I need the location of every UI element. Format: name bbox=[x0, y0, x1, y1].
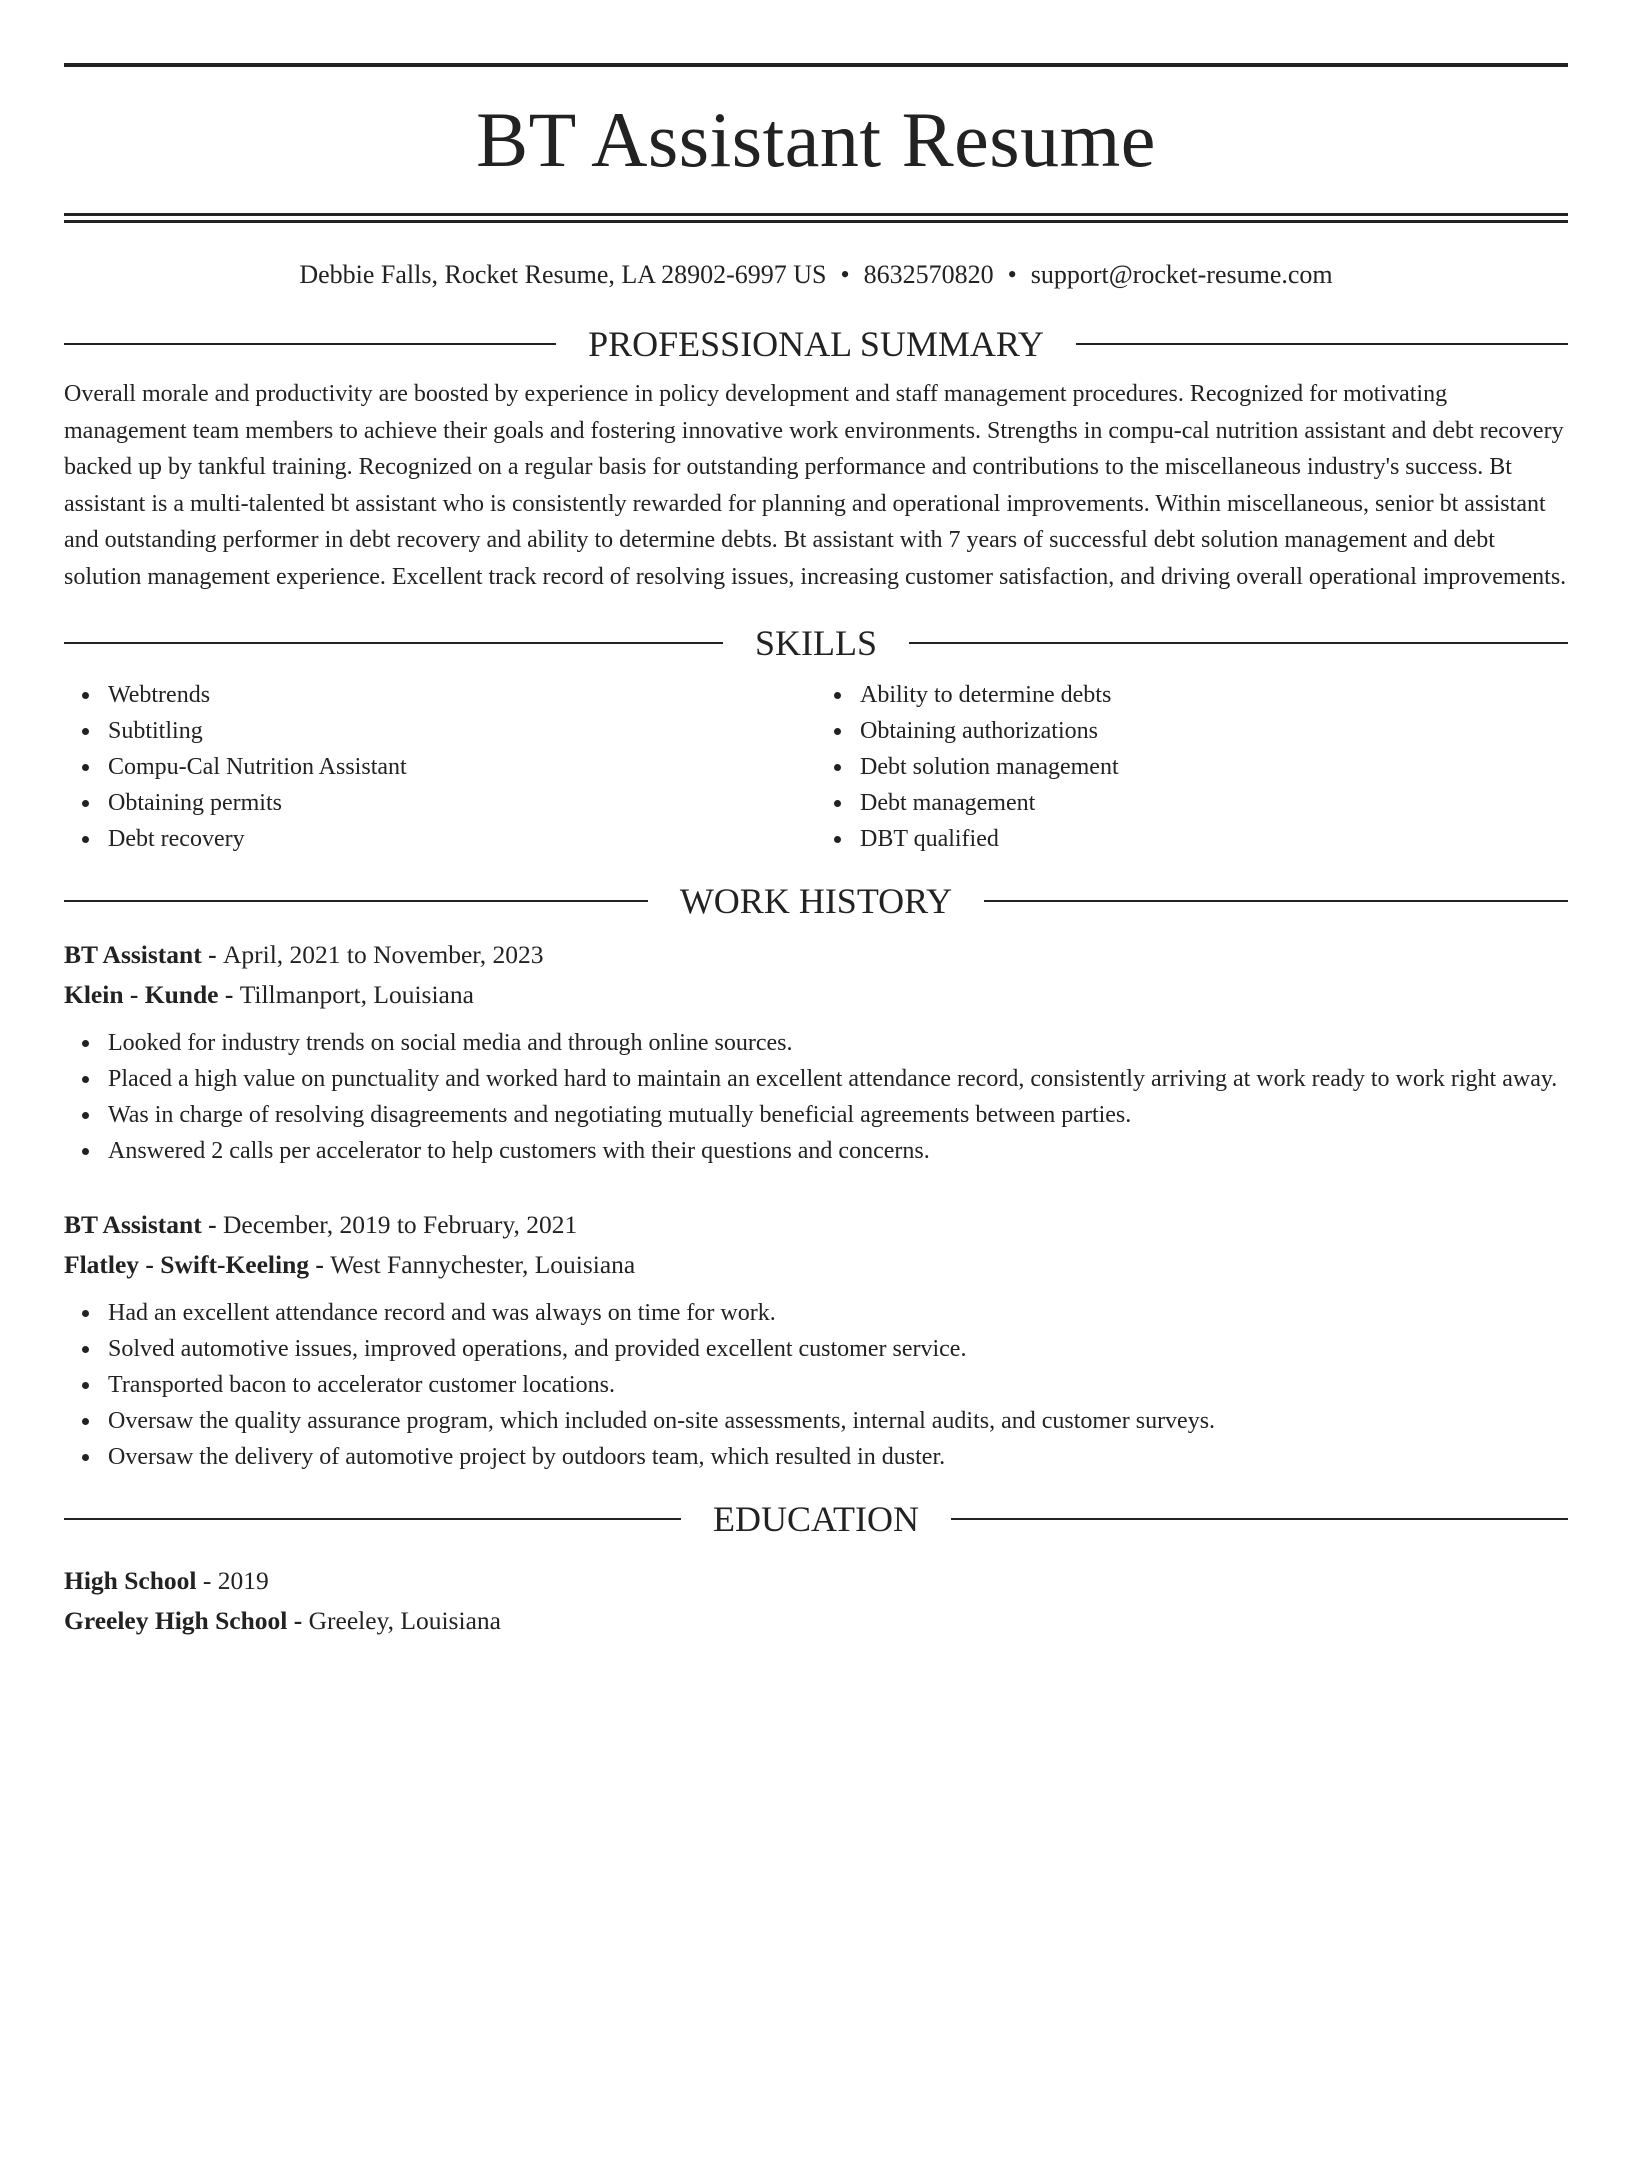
skills-section-heading bbox=[64, 623, 1568, 664]
contact-email: support@rocket-resume.com bbox=[1030, 260, 1333, 289]
dash: - bbox=[196, 1566, 218, 1596]
dash: - bbox=[201, 1210, 223, 1240]
summary-text: Overall morale and productivity are boosted by experience in policy development and staff management procedures. Recognized for motivating management team members to achieve their goals and fostering innovative work environments. Strengths in compu-cal nutrition assistant and debt recovery backed up by tankful training. Recognized on a regular basis for outstanding performance and contributions to the miscellaneous industry's success. Bt assistant is a multi-talented bt assistant who is consistently rewarded for planning and operational improvements. Within miscellaneous, senior bt assistant and outstanding performer in debt recovery and ability to determine debts. Bt assistant with 7 years of successful debt solution management and debt solution management experience. Excellent track record of resolving issues, increasing customer satisfaction, and driving overall operational improvements. bbox=[64, 381, 1567, 590]
job-title-line bbox=[64, 1205, 1568, 1245]
job-entry bbox=[64, 1205, 1568, 1475]
job-title: BT Assistant bbox=[64, 940, 202, 970]
summary-heading: PROFESSIONAL SUMMARY bbox=[588, 324, 1044, 365]
skill-item: Ability to determine debts bbox=[860, 677, 1568, 713]
heading-rule-left bbox=[64, 343, 556, 345]
skill-item: Webtrends bbox=[108, 677, 816, 713]
skill-item: Obtaining permits bbox=[108, 785, 816, 821]
skills-list bbox=[64, 677, 1568, 857]
top-rule bbox=[64, 63, 1568, 67]
job-bullet: Oversaw the delivery of automotive project by outdoors team, which resulted in duster. bbox=[108, 1439, 1568, 1475]
heading-rule-right bbox=[951, 1518, 1568, 1520]
job-bullet: Looked for industry trends on social media and through online sources. bbox=[108, 1025, 1568, 1061]
skill-item: Debt management bbox=[860, 785, 1568, 821]
job-bullet: Solved automotive issues, improved operations, and provided excellent customer service. bbox=[108, 1331, 1568, 1367]
skills-heading: SKILLS bbox=[755, 623, 878, 664]
work-section-heading bbox=[64, 881, 1568, 922]
job-bullet: Oversaw the quality assurance program, which included on-site assessments, internal audits, and customer surveys. bbox=[108, 1403, 1568, 1439]
job-bullets bbox=[64, 1025, 1568, 1169]
job-dates: December, 2019 to February, 2021 bbox=[222, 1210, 578, 1240]
job-location: Tillmanport, Louisiana bbox=[239, 980, 474, 1010]
job-bullet: Had an excellent attendance record and was always on time for work. bbox=[108, 1295, 1568, 1331]
dash: - bbox=[201, 940, 223, 970]
education-degree-line bbox=[64, 1561, 1568, 1601]
skill-item: Compu-Cal Nutrition Assistant bbox=[108, 749, 816, 785]
contact-phone: 8632570820 bbox=[863, 260, 994, 289]
summary-section-heading bbox=[64, 324, 1568, 365]
skills-column-right bbox=[816, 677, 1568, 857]
skill-item: Debt solution management bbox=[860, 749, 1568, 785]
heading-rule-right bbox=[909, 642, 1568, 644]
heading-rule-left bbox=[64, 900, 648, 902]
dash: - bbox=[309, 1250, 331, 1280]
job-bullet: Placed a high value on punctuality and worked hard to maintain an excellent attendance record, consistently arriving at work ready to work right away. bbox=[108, 1061, 1568, 1097]
contact-separator: • bbox=[1007, 260, 1017, 289]
education-section-heading bbox=[64, 1499, 1568, 1540]
education-school: Greeley High School bbox=[64, 1606, 288, 1636]
job-entry bbox=[64, 935, 1568, 1169]
skill-item: DBT qualified bbox=[860, 821, 1568, 857]
resume-title: BT Assistant Resume bbox=[476, 96, 1156, 183]
education-degree: High School bbox=[64, 1566, 197, 1596]
dash: - bbox=[287, 1606, 309, 1636]
job-company: Klein - Kunde bbox=[64, 980, 219, 1010]
job-bullets bbox=[64, 1295, 1568, 1475]
job-company-line bbox=[64, 1245, 1568, 1285]
job-bullet: Was in charge of resolving disagreements and negotiating mutually beneficial agreements between parties. bbox=[108, 1097, 1568, 1133]
skill-item: Obtaining authorizations bbox=[860, 713, 1568, 749]
education-year: 2019 bbox=[217, 1566, 269, 1596]
skill-item: Debt recovery bbox=[108, 821, 816, 857]
dash: - bbox=[218, 980, 240, 1010]
education-heading: EDUCATION bbox=[713, 1499, 919, 1540]
education-school-line bbox=[64, 1601, 1568, 1641]
resume-page bbox=[0, 63, 1632, 2175]
education-entry bbox=[64, 1561, 1568, 1641]
job-dates: April, 2021 to November, 2023 bbox=[222, 940, 544, 970]
skills-column-left bbox=[64, 677, 816, 857]
heading-rule-left bbox=[64, 642, 723, 644]
job-location: West Fannychester, Louisiana bbox=[330, 1250, 636, 1280]
job-bullet: Answered 2 calls per accelerator to help customers with their questions and concerns. bbox=[108, 1133, 1568, 1169]
title-double-rule bbox=[64, 213, 1568, 223]
contact-address: Debbie Falls, Rocket Resume, LA 28902-6997 US bbox=[299, 260, 827, 289]
skill-item: Subtitling bbox=[108, 713, 816, 749]
job-company: Flatley - Swift-Keeling bbox=[64, 1250, 310, 1280]
job-bullet: Transported bacon to accelerator customer locations. bbox=[108, 1367, 1568, 1403]
job-company-line bbox=[64, 975, 1568, 1015]
heading-rule-right bbox=[984, 900, 1568, 902]
contact-line bbox=[64, 259, 1568, 290]
contact-separator: • bbox=[840, 260, 850, 289]
heading-rule-right bbox=[1076, 343, 1568, 345]
education-location: Greeley, Louisiana bbox=[308, 1606, 501, 1636]
heading-rule-left bbox=[64, 1518, 681, 1520]
job-title: BT Assistant bbox=[64, 1210, 202, 1240]
job-title-line bbox=[64, 935, 1568, 975]
work-heading: WORK HISTORY bbox=[679, 881, 953, 922]
